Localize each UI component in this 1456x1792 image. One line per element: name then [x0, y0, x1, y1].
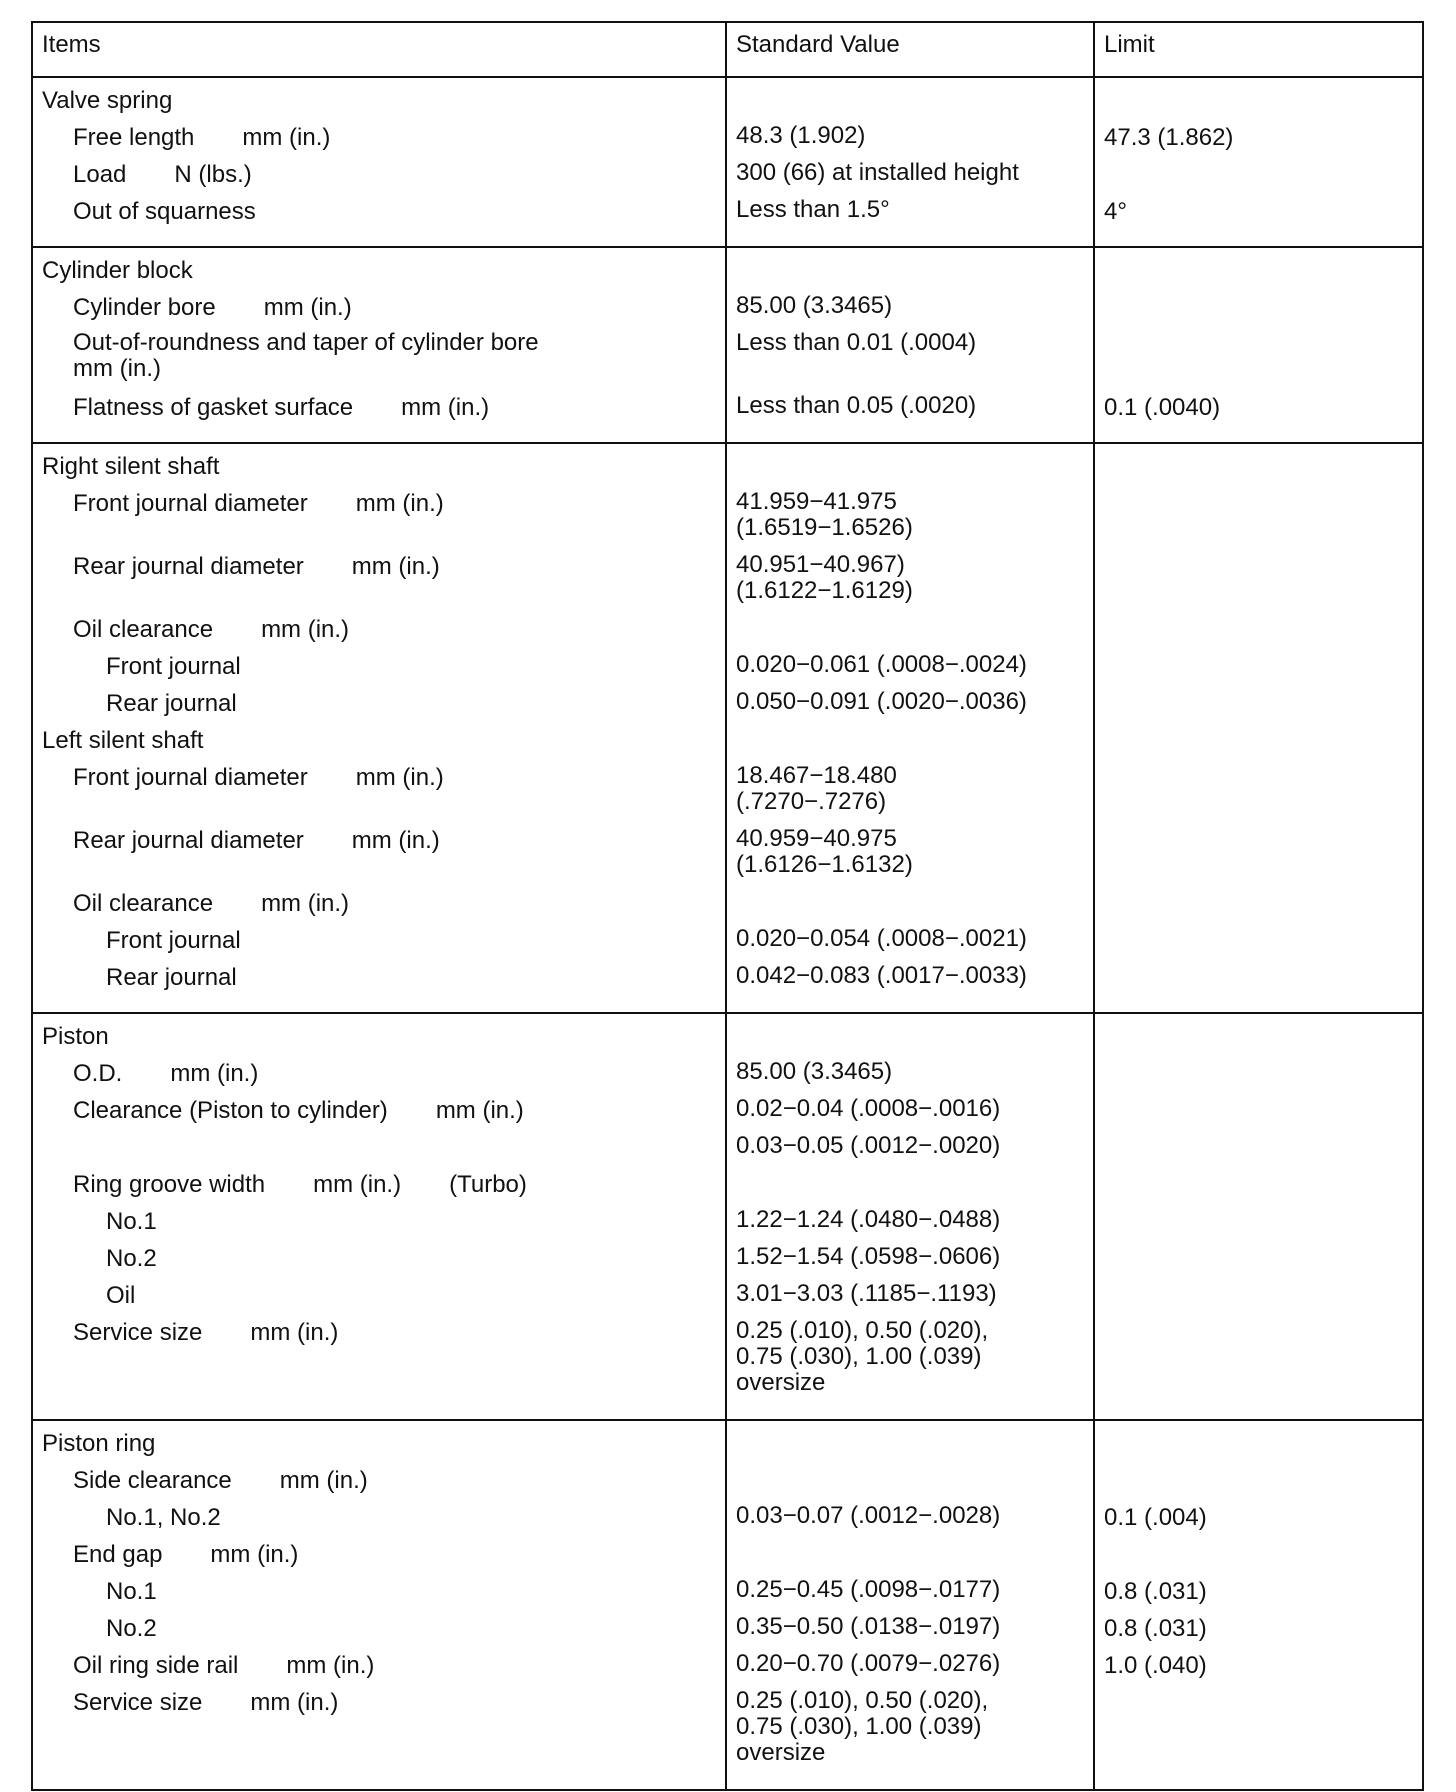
standard-value-line: 0.02−0.04 (.0008−.0016)	[736, 1095, 1001, 1122]
spec-item	[42, 1688, 716, 1777]
limit-cell	[1094, 443, 1423, 1013]
standard-value-line: 0.020−0.054 (.0008−.0021)	[736, 925, 1027, 952]
standard-value-line: 18.467−18.480	[736, 762, 897, 789]
standard-value	[736, 1577, 1084, 1614]
standard-value	[736, 1244, 1084, 1281]
item-label: Side clearance	[73, 1467, 232, 1494]
limit-value	[1104, 1540, 1413, 1577]
standard-value-line: 0.020−0.061 (.0008−.0024)	[736, 651, 1027, 678]
standard-value-line: 0.25−0.45 (.0098−.0177)	[736, 1576, 1001, 1603]
item-label: Cylinder block	[42, 257, 193, 284]
limit-value	[1104, 826, 1413, 889]
limit-cell	[1094, 1013, 1423, 1420]
standard-value-cell	[726, 77, 1094, 247]
standard-value	[736, 1281, 1084, 1318]
item-unit: mm (in.)	[210, 1541, 299, 1568]
limit-value	[1104, 1503, 1413, 1540]
standard-value-line: (1.6519−1.6526)	[736, 514, 913, 541]
standard-value-line: (1.6126−1.6132)	[736, 851, 913, 878]
spec-item	[42, 926, 716, 963]
standard-value-line: (1.6122−1.6129)	[736, 577, 913, 604]
spec-item	[42, 1503, 716, 1540]
standard-value-wrap	[736, 1651, 1000, 1677]
item-unit: mm (in.)	[170, 1060, 259, 1087]
item-unit: mm (in.)	[263, 294, 352, 321]
standard-value-cell	[726, 443, 1094, 1013]
item-unit: mm (in.)	[355, 490, 444, 517]
item-label: Load	[73, 161, 127, 188]
standard-value-wrap	[736, 393, 976, 419]
standard-value-line: Less than 0.01 (.0004)	[736, 329, 977, 356]
limit-cell	[1094, 1420, 1423, 1790]
item-unit: mm (in.)	[242, 124, 331, 151]
item-label: Rear journal diameter	[73, 553, 304, 580]
standard-value	[736, 1688, 1084, 1777]
standard-value-wrap	[736, 1059, 892, 1085]
standard-value-wrap	[736, 1281, 997, 1307]
limit-value	[1104, 1096, 1413, 1133]
limit-value	[1104, 1429, 1413, 1466]
spec-item	[42, 256, 716, 293]
limit-value	[1104, 889, 1413, 926]
standard-value-wrap	[736, 1318, 988, 1396]
standard-value-line: 0.050−0.091 (.0020−.0036)	[736, 688, 1027, 715]
standard-value	[736, 160, 1084, 197]
standard-value-line: 300 (66) at installed height	[736, 159, 1019, 186]
item-unit: mm (in.)	[73, 355, 161, 382]
standard-value-wrap	[736, 552, 913, 604]
item-label: Cylinder bore	[73, 294, 216, 321]
items-cell	[32, 443, 726, 1013]
spec-item	[42, 1022, 716, 1059]
standard-value-wrap	[736, 1503, 1000, 1529]
limit-value	[1104, 160, 1413, 197]
standard-value	[736, 1651, 1084, 1688]
spec-item	[42, 1540, 716, 1577]
standard-value-line: 0.35−0.50 (.0138−.0197)	[736, 1613, 1001, 1640]
standard-value-wrap	[736, 1133, 1000, 1159]
spec-item	[42, 652, 716, 689]
standard-value-line: (.7270−.7276)	[736, 788, 887, 815]
limit-value	[1104, 1318, 1413, 1407]
standard-value-wrap	[736, 926, 1027, 952]
item-label: No.1, No.2	[106, 1504, 221, 1531]
standard-value-wrap	[736, 1244, 1000, 1270]
limit-value	[1104, 763, 1413, 826]
limit-value	[1104, 489, 1413, 552]
spec-item	[42, 963, 716, 1000]
header-limit: Limit	[1094, 22, 1423, 77]
standard-value	[736, 552, 1084, 615]
limit-value	[1104, 1244, 1413, 1281]
items-cell	[32, 77, 726, 247]
standard-value	[736, 452, 1084, 489]
limit-value	[1104, 1133, 1413, 1170]
limit-value	[1104, 293, 1413, 330]
standard-value	[736, 926, 1084, 963]
standard-value	[736, 826, 1084, 889]
item-unit: mm (in.)	[250, 1319, 339, 1346]
standard-value-line: 0.75 (.030), 1.00 (.039)	[736, 1713, 982, 1740]
spec-item	[42, 489, 716, 552]
item-label: End gap	[73, 1541, 163, 1568]
standard-value	[736, 652, 1084, 689]
limit-value	[1104, 1651, 1413, 1688]
spec-item	[42, 1244, 716, 1281]
spec-section	[32, 77, 1423, 247]
standard-value	[736, 330, 1084, 393]
item-label: Oil	[106, 1282, 136, 1309]
limit-value	[1104, 1281, 1413, 1318]
limit-cell	[1094, 247, 1423, 443]
limit-value	[1104, 926, 1413, 963]
standard-value	[736, 1096, 1084, 1133]
spec-item	[42, 160, 716, 197]
limit-value-text: 0.8 (.031)	[1104, 1615, 1207, 1642]
spec-item	[42, 1207, 716, 1244]
standard-value-line: 0.25 (.010), 0.50 (.020),	[736, 1317, 989, 1344]
spec-item	[42, 726, 716, 763]
standard-value	[736, 1429, 1084, 1466]
limit-value	[1104, 330, 1413, 393]
items-cell	[32, 1013, 726, 1420]
spec-item	[42, 123, 716, 160]
standard-value-wrap	[736, 963, 1027, 989]
standard-value	[736, 197, 1084, 234]
spec-item	[42, 1429, 716, 1466]
standard-value	[736, 1207, 1084, 1244]
standard-value-wrap	[736, 826, 913, 878]
item-unit: mm (in.)	[313, 1171, 402, 1198]
standard-value-wrap	[736, 652, 1027, 678]
spec-item	[42, 689, 716, 726]
item-label: Rear journal	[106, 690, 237, 717]
item-label: Clearance (Piston to cylinder)	[73, 1097, 388, 1124]
limit-value	[1104, 1059, 1413, 1096]
item-label: Rear journal	[106, 964, 237, 991]
item-label: Piston ring	[42, 1430, 156, 1457]
standard-value-line: Less than 0.05 (.0020)	[736, 392, 977, 419]
standard-value-line: 85.00 (3.3465)	[736, 292, 893, 319]
spec-item	[42, 1614, 716, 1651]
standard-value-cell	[726, 1013, 1094, 1420]
standard-value-line: 1.52−1.54 (.0598−.0606)	[736, 1243, 1001, 1270]
item-label: Piston	[42, 1023, 109, 1050]
standard-value	[736, 293, 1084, 330]
spec-item	[42, 1318, 716, 1407]
standard-value-line: 0.03−0.07 (.0012−.0028)	[736, 1502, 1001, 1529]
item-unit: mm (in.)	[351, 827, 440, 854]
item-unit: N (lbs.)	[174, 161, 252, 188]
spec-item	[42, 1466, 716, 1503]
item-label: No.1	[106, 1578, 157, 1605]
standard-value	[736, 1059, 1084, 1096]
standard-value-line: oversize	[736, 1739, 826, 1766]
item-label: Flatness of gasket surface	[73, 394, 354, 421]
limit-value-text: 0.8 (.031)	[1104, 1578, 1207, 1605]
limit-value	[1104, 652, 1413, 689]
limit-value	[1104, 726, 1413, 763]
item-label: No.1	[106, 1208, 157, 1235]
item-label: Ring groove width	[73, 1171, 266, 1198]
item-unit: mm (in.)	[261, 616, 350, 643]
standard-value-wrap	[736, 489, 913, 541]
spec-item	[42, 1059, 716, 1096]
items-cell	[32, 1420, 726, 1790]
limit-value	[1104, 1466, 1413, 1503]
spec-item	[42, 86, 716, 123]
item-unit: mm (in.)	[435, 1097, 524, 1124]
spec-item	[42, 763, 716, 826]
standard-value	[736, 1540, 1084, 1577]
standard-value-wrap	[736, 1096, 1000, 1122]
item-label: Front journal	[106, 927, 241, 954]
standard-value-wrap	[736, 330, 976, 356]
standard-value	[736, 1170, 1084, 1207]
standard-value-wrap	[736, 1207, 1000, 1233]
standard-value	[736, 763, 1084, 826]
standard-value-line: 1.22−1.24 (.0480−.0488)	[736, 1206, 1001, 1233]
spec-section	[32, 1013, 1423, 1420]
standard-value-line: 41.959−41.975	[736, 488, 897, 515]
item-label: Oil clearance	[73, 616, 214, 643]
standard-value-line: 0.042−0.083 (.0017−.0033)	[736, 962, 1027, 989]
item-label: Oil ring side rail	[73, 1652, 239, 1679]
items-cell	[32, 247, 726, 443]
item-unit: mm (in.)	[261, 890, 350, 917]
spec-item	[42, 1577, 716, 1614]
item-unit: mm (in.)	[279, 1467, 368, 1494]
standard-value	[736, 1318, 1084, 1407]
spec-item	[42, 293, 716, 330]
standard-value-line: 3.01−3.03 (.1185−.1193)	[736, 1280, 997, 1307]
spec-table	[31, 21, 1424, 1791]
limit-value	[1104, 256, 1413, 293]
item-label: Rear journal diameter	[73, 827, 304, 854]
item-label: Service size	[73, 1319, 203, 1346]
spec-item	[42, 197, 716, 234]
spec-item	[42, 452, 716, 489]
limit-value-text: 0.1 (.0040)	[1104, 394, 1221, 421]
limit-value	[1104, 1207, 1413, 1244]
item-label: Out of squarness	[73, 198, 256, 225]
limit-value-text: 47.3 (1.862)	[1104, 124, 1234, 151]
spec-item	[42, 615, 716, 652]
item-unit: mm (in.)	[351, 553, 440, 580]
spec-item	[42, 1096, 716, 1133]
spec-item	[42, 826, 716, 889]
item-label: Free length	[73, 124, 195, 151]
spec-item	[42, 889, 716, 926]
limit-value	[1104, 1022, 1413, 1059]
limit-value	[1104, 393, 1413, 430]
standard-value-wrap	[736, 197, 890, 223]
standard-value	[736, 1133, 1084, 1170]
standard-value-line: 0.25 (.010), 0.50 (.020),	[736, 1687, 989, 1714]
standard-value	[736, 1022, 1084, 1059]
limit-value	[1104, 1577, 1413, 1614]
standard-value-wrap	[736, 1688, 988, 1766]
standard-value-line: 0.20−0.70 (.0079−.0276)	[736, 1650, 1001, 1677]
spec-section	[32, 1420, 1423, 1790]
item-unit: mm (in.)	[355, 764, 444, 791]
standard-value	[736, 86, 1084, 123]
standard-value	[736, 1503, 1084, 1540]
standard-value-wrap	[736, 160, 1019, 186]
spec-body	[32, 77, 1423, 1790]
spec-item	[42, 330, 716, 393]
limit-value-text: 4°	[1104, 198, 1127, 225]
spec-item	[42, 1170, 716, 1207]
limit-value	[1104, 123, 1413, 160]
header-standard-value: Standard Value	[726, 22, 1094, 77]
spec-item	[42, 552, 716, 615]
item-unit: mm (in.)	[401, 394, 490, 421]
standard-value	[736, 615, 1084, 652]
item-label: Service size	[73, 1689, 203, 1716]
standard-value-wrap	[736, 1577, 1000, 1603]
item-label: Front journal diameter	[73, 490, 308, 517]
limit-value	[1104, 197, 1413, 234]
limit-value	[1104, 689, 1413, 726]
item-label: O.D.	[73, 1060, 123, 1087]
header-row	[32, 22, 1423, 77]
standard-value	[736, 123, 1084, 160]
limit-value	[1104, 452, 1413, 489]
standard-value	[736, 889, 1084, 926]
standard-value-line: 85.00 (3.3465)	[736, 1058, 893, 1085]
standard-value	[736, 1614, 1084, 1651]
limit-value	[1104, 1170, 1413, 1207]
standard-value	[736, 256, 1084, 293]
standard-value	[736, 726, 1084, 763]
item-unit: mm (in.)	[250, 1689, 339, 1716]
standard-value-wrap	[736, 123, 865, 149]
limit-value	[1104, 86, 1413, 123]
item-label: Left silent shaft	[42, 727, 204, 754]
standard-value-line: 0.75 (.030), 1.00 (.039)	[736, 1343, 982, 1370]
item-label: Out-of-roundness and taper of cylinder bore	[73, 329, 539, 356]
limit-value-text: 0.1 (.004)	[1104, 1504, 1207, 1531]
spec-item	[42, 1651, 716, 1688]
limit-value	[1104, 1688, 1413, 1777]
standard-value-wrap	[736, 1614, 1000, 1640]
standard-value-cell	[726, 247, 1094, 443]
spec-item	[42, 1133, 716, 1170]
item-label: No.2	[106, 1245, 157, 1272]
limit-value	[1104, 963, 1413, 1000]
limit-value-text: 1.0 (.040)	[1104, 1652, 1207, 1679]
standard-value	[736, 963, 1084, 1000]
item-label: Valve spring	[42, 87, 173, 114]
standard-value-cell	[726, 1420, 1094, 1790]
limit-value	[1104, 1614, 1413, 1651]
limit-value	[1104, 615, 1413, 652]
header-items: Items	[32, 22, 726, 77]
standard-value	[736, 689, 1084, 726]
standard-value	[736, 489, 1084, 552]
item-label: Front journal diameter	[73, 764, 308, 791]
item-label: Right silent shaft	[42, 453, 220, 480]
standard-value-line: 40.959−40.975	[736, 825, 897, 852]
standard-value-line: 48.3 (1.902)	[736, 122, 866, 149]
item-label: Oil clearance	[73, 890, 214, 917]
standard-value-wrap	[736, 763, 897, 815]
standard-value-line: Less than 1.5°	[736, 196, 890, 223]
spec-item	[42, 1281, 716, 1318]
standard-value-wrap	[736, 293, 892, 319]
item-unit: mm (in.)	[286, 1652, 375, 1679]
item-label-wrap	[73, 330, 539, 382]
standard-value	[736, 1466, 1084, 1503]
spec-section	[32, 443, 1423, 1013]
spec-item	[42, 393, 716, 430]
limit-cell	[1094, 77, 1423, 247]
spec-section	[32, 247, 1423, 443]
standard-value-line: 40.951−40.967)	[736, 551, 905, 578]
standard-value	[736, 393, 1084, 430]
standard-value-line: 0.03−0.05 (.0012−.0020)	[736, 1132, 1001, 1159]
limit-value	[1104, 552, 1413, 615]
item-label: No.2	[106, 1615, 157, 1642]
standard-value-wrap	[736, 689, 1027, 715]
standard-value-line: oversize	[736, 1369, 826, 1396]
item-extra: (Turbo)	[449, 1171, 527, 1198]
item-label: Front journal	[106, 653, 241, 680]
